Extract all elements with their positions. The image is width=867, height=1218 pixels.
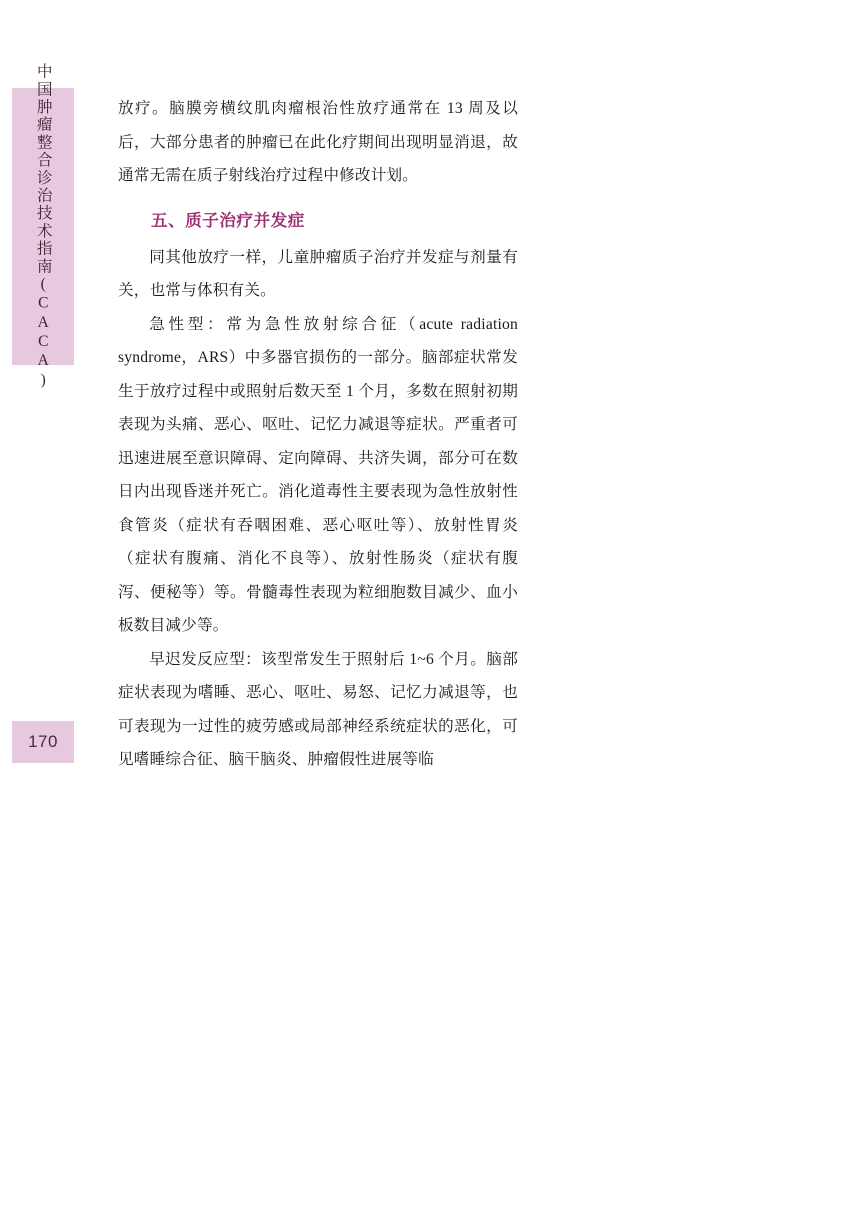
page-number-block (12, 721, 74, 763)
side-tab-title-text: 中国肿瘤整合诊治技术指南(CACA) (34, 62, 52, 391)
page-number: 170 (28, 732, 58, 751)
page-body (118, 92, 518, 777)
paragraph-acute-type: 急性型：常为急性放射综合征（acute radiation syndrome，ARS）中多器官损伤的一部分。脑部症状常发生于放疗过程中或照射后数天至 1 个月，多数在照射初期表现为头痛、恶心、呕吐、记忆力减退等症状。严重者可迅速进展至意识障碍、定向障碍、共济失调，部分可在数日内出现昏迷并死亡。消化道毒性主要表现为急性放射性食管炎（症状有吞咽困难、恶心呕吐等）、放射性胃炎（症状有腹痛、消化不良等）、放射性肠炎（症状有腹泻、便秘等）等。骨髓毒性表现为粒细胞数目减少、血小板数目减少等。 (118, 315, 518, 634)
paragraph-dose-volume: 同其他放疗一样，儿童肿瘤质子治疗并发症与剂量有关，也常与体积有关。 (118, 248, 518, 299)
paragraph-early-delayed-type: 早迟发反应型：该型常发生于照射后 1~6 个月。脑部症状表现为嗜睡、恶心、呕吐、易怒、记忆力减退等，也可表现为一过性的疲劳感或局部神经系统症状的恶化，可见嗜睡综合征、脑干脑炎、肿瘤假性进展等临 (118, 650, 518, 768)
paragraph-continuation: 放疗。脑膜旁横纹肌肉瘤根治性放疗通常在 13 周及以后，大部分患者的肿瘤已在此化疗期间出现明显消退，故通常无需在质子射线治疗过程中修改计划。 (118, 100, 518, 184)
side-tab-book-title (12, 62, 74, 391)
section-heading-proton-therapy-complications: 五、质子治疗并发症 (151, 210, 305, 230)
